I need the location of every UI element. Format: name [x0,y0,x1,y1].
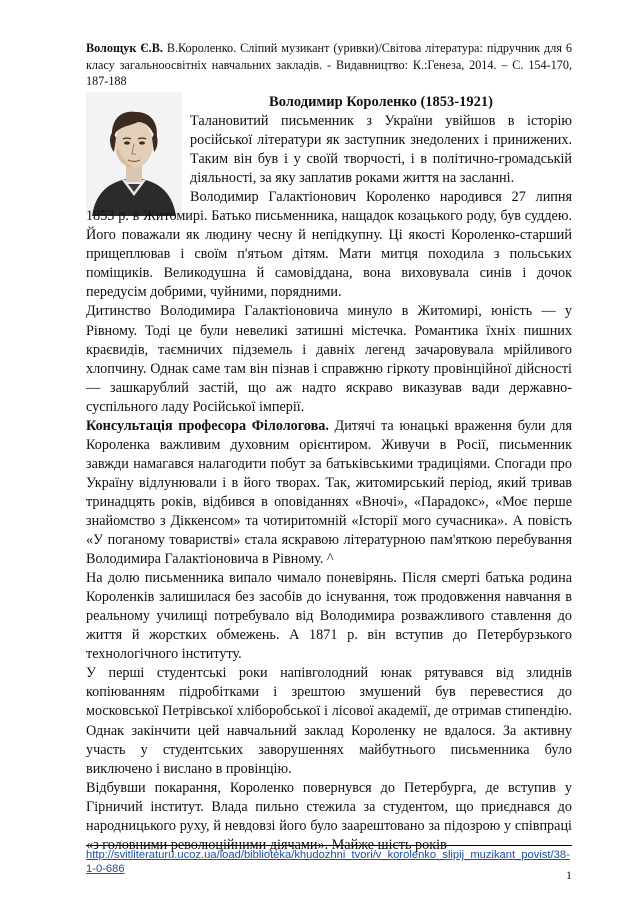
paragraph-4-text: Дитячі та юнацькі враження були для Короленка важливим духовним орієнтиром. Живучи в Росії, письменник завжди намагався налагодити побут за батьківськими традиціями. Спогади про Україну відлунювали і в його творах. Так, житомирський період, який тривав тринадцять років, відбився в оповіданнях «Вночі», «Парадокс», «Моє перше знайомство з Діккенсом» та чотиритомній «Історії мого сучасника». А повість «У поганому товаристві» стала яскравою літературною пам'яткою перебування Володимира Галактіоновича в Рівному. ^ [86,417,572,568]
portrait-text-wrap-spacer [86,112,190,198]
paragraph-2-text: Володимир Галактіонович Короленко народився 27 липня 1853 р. в Житомирі. Батько письменника, нащадок козацького роду, був суддею. Його поважали як людину чесну й непідкупну. Ці якості Короленко-старший прищеплював і своїм п'ятьом дітям. Мати митця походила з польських поміщиків. Великодушна й самовіддана, вона виховувала синів і дочок передусім добрими, чуйними, порядними. [86,189,572,301]
paragraph-7 [86,779,572,855]
paragraph-5-text: На долю письменника випало чимало поневірянь. Після смерті батька родина Короленків залишилася без засобів до існування, тож продовження навчання в реальному училищі потребувало від Володимира розважливого ставлення до життя й жорстких обмежень. А 1871 р. він вступив до Петербурзького технологічного інституту. [86,570,572,663]
paragraph-6 [86,664,572,778]
paragraph-6-text: У перші студентські роки напівголодний юнак рятувався від злиднів копіюванням підробітками і зрештою змушений був перевестися до московської Петрівської хліборобської і лісової академії, де отримав стипендію. Однак закінчити цей навчальний заклад Короленку не вдалося. За активну участь у студентських заворушеннях майбутнього письменника було виключено і вислано в провінцію. [86,665,572,777]
paragraph-7-text: Відбувши покарання, Короленко повернувся до Петербурга, де вступив у Гірничий інститут. Влада пильно стежила за студентом, що приєднався до народницького руху, й невдовзі його було заарештовано за підозрою у співпраці «з головними революційними діячами». Майже шість років [86,779,572,853]
bibliographic-header [86,40,572,90]
source-link[interactable]: http://svitliteraturu.ucoz.ua/load/biblioteka/khudozhni_tvori/v_korolenko_slipij_muzikant_povist/38-1-0-686 [86,849,570,875]
paragraph-3-text: Дитинство Володимира Галактіоновича минуло в Житомирі, юність — у Рівному. Тоді це були невеликі затишні містечка. Романтика їхніх пишних краєвидів, таємничих підземель і давніх легенд зачаровувала мрійливого хлопчину. Однак саме там він пізнав і справжню гіркоту провінційної дійсності — зашкарублий застій, що аж надто яскраво виказував вади державно-суспільного ладу Російської імперії. [86,303,572,415]
header-author: Волощук Є.В. [86,41,163,55]
article-title: Володимир Короленко (1853-1921) [269,94,493,110]
page-number: 1 [566,868,572,882]
paragraph-5 [86,569,572,664]
paragraph-2 [86,188,572,302]
page-footer [86,845,572,882]
article-body [86,112,572,855]
paragraph-1-text: Талановитий письменник з України увійшов в історію російської літератури як заступник знедолених і принижених. Таким він був і у своїй творчості, і в політично-громадській діяльності, за яку заплатив роками життя на засланні. [190,113,572,187]
header-citation: В.Короленко. Сліпий музикант (уривки)/Світова література: підручник для 6 класу загальноосвітніх навчальних закладів. - Видавництво: К.:Генеза, 2014. – С. 154-170, 187-188 [86,41,572,88]
paragraph-4-heading: Консультація професора Філологова. [86,417,329,434]
paragraph-4 [86,417,572,569]
paragraph-3 [86,302,572,416]
